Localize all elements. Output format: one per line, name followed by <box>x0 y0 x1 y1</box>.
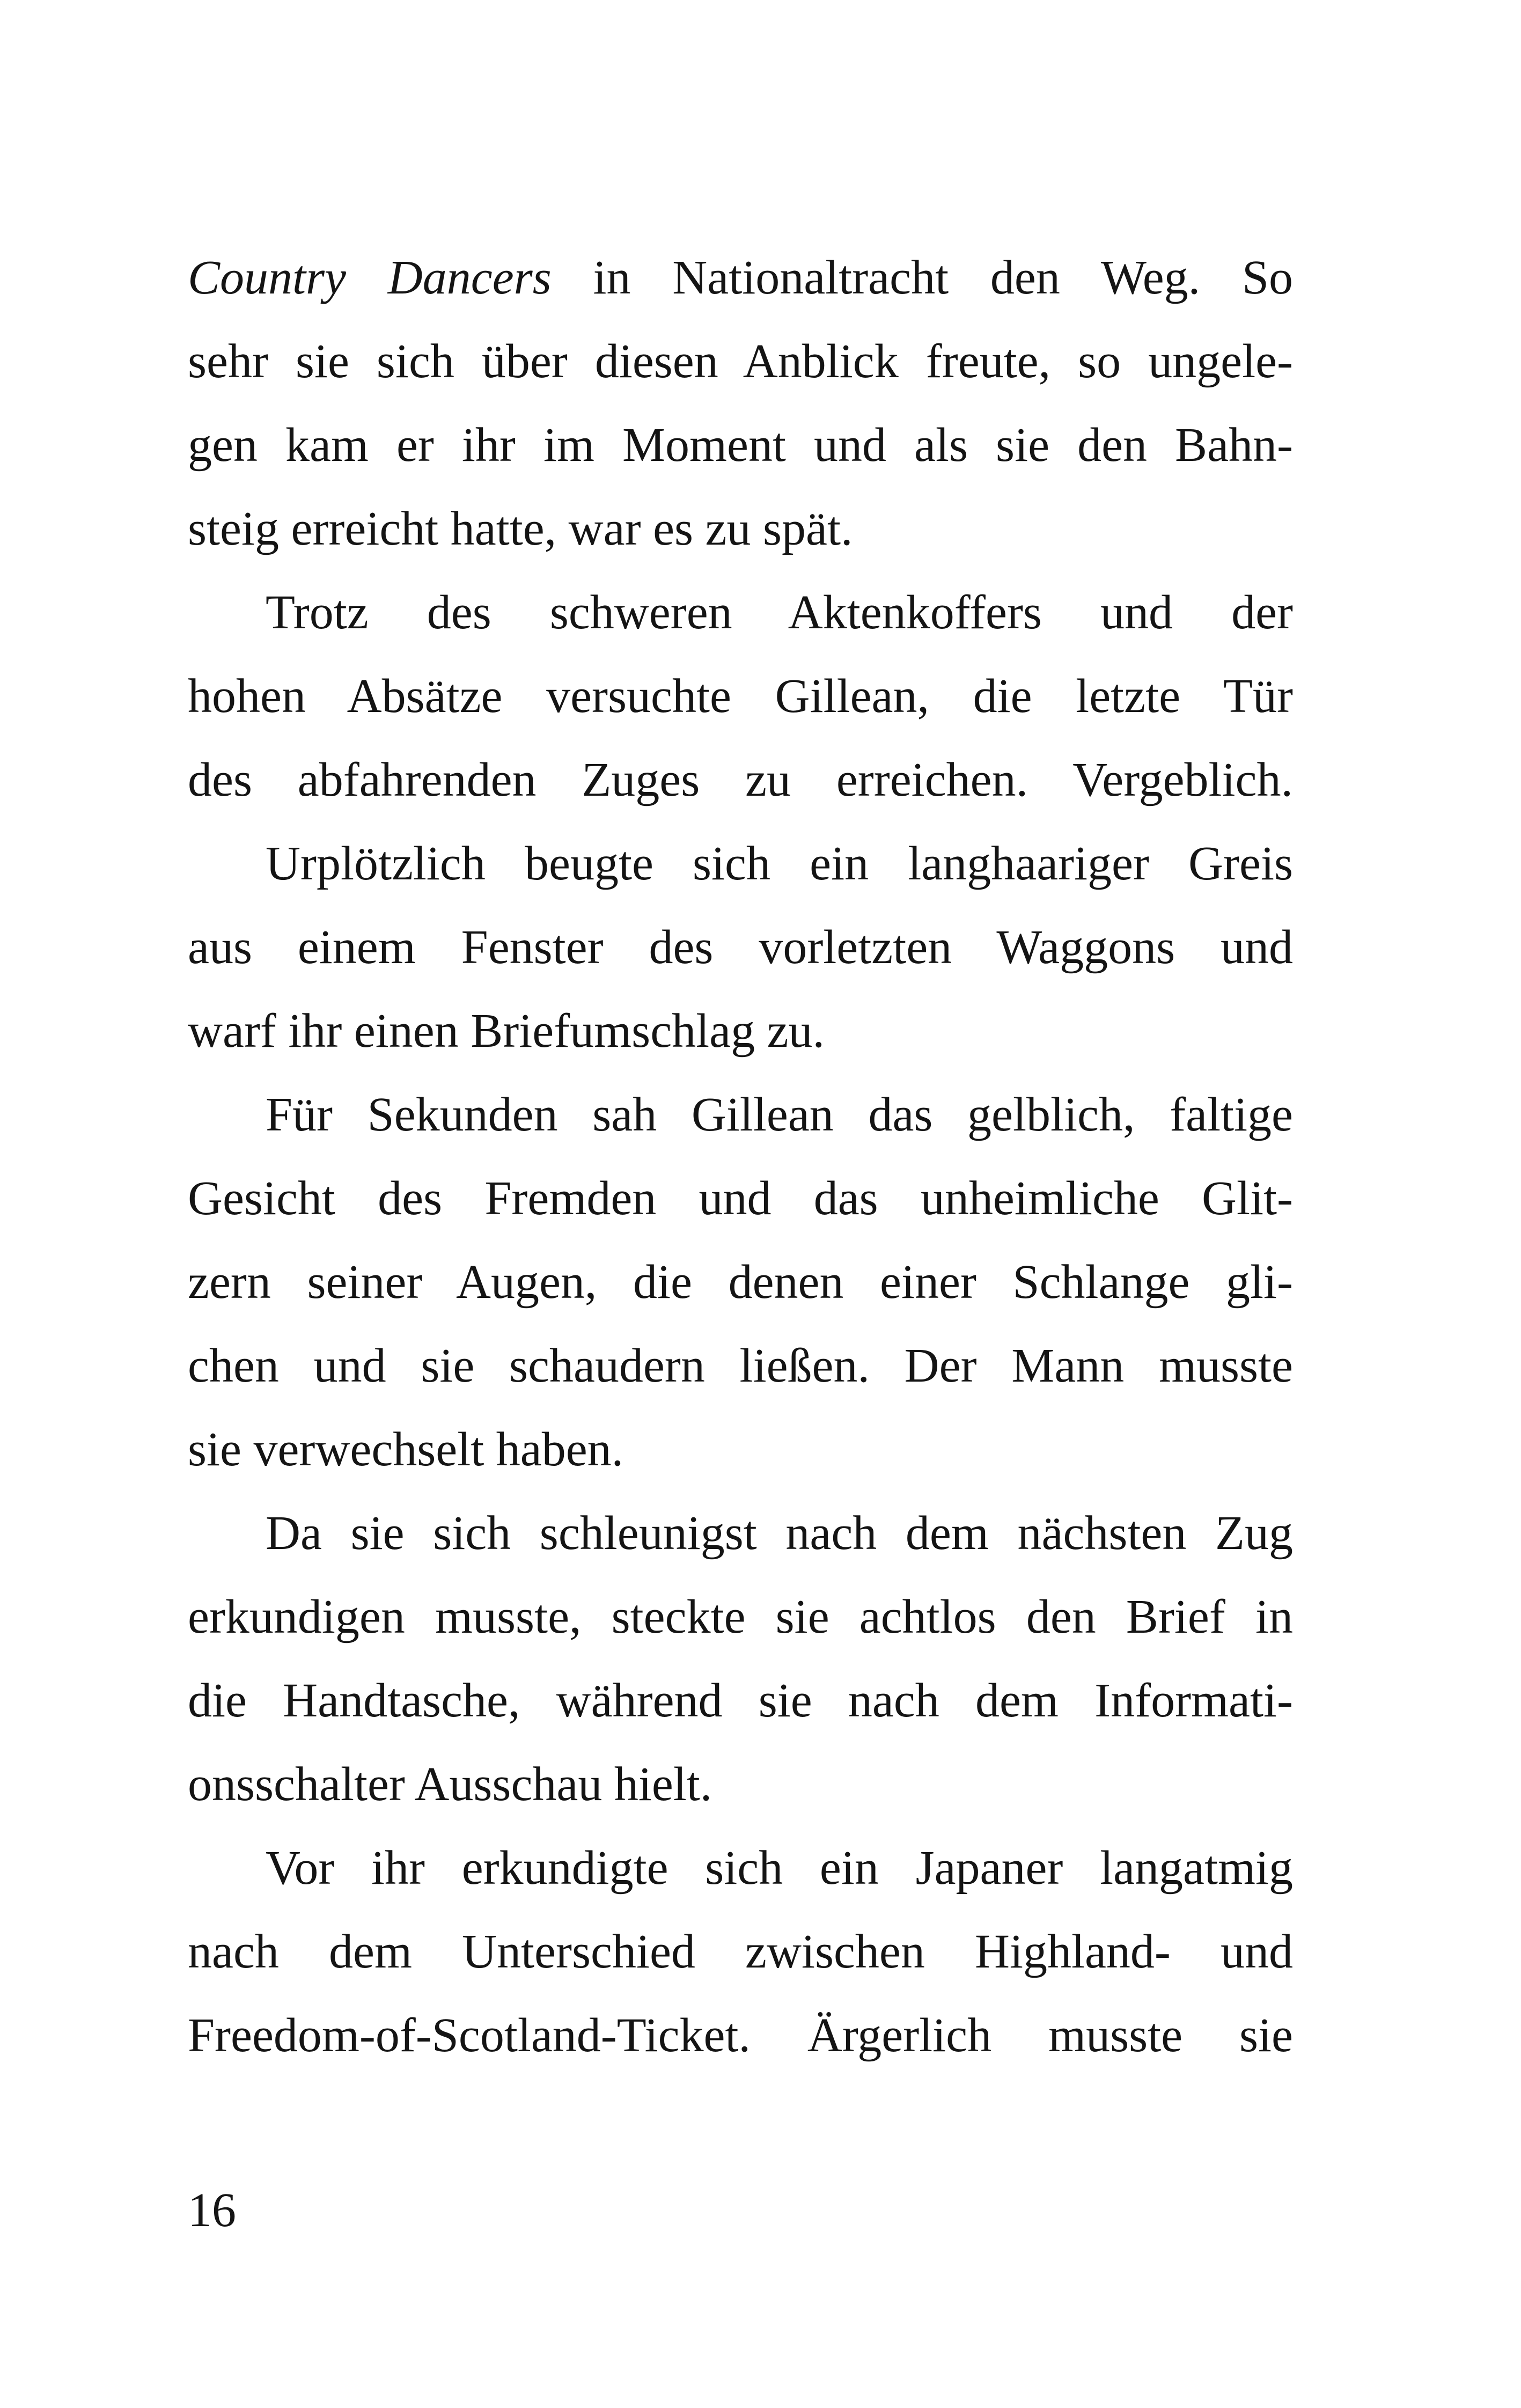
text-line: sie verwechselt haben. <box>188 1423 624 1476</box>
paragraph <box>188 822 1293 1073</box>
text-line: des abfahrenden Zuges zu erreichen. Vergeblich. <box>188 753 1293 806</box>
text-line: gen kam er ihr im Moment und als sie den Bahn- <box>188 419 1293 472</box>
text-line: nach dem Unterschied zwischen Highland- und <box>188 1925 1293 1978</box>
text-line: Urplötzlich beugte sich ein langhaariger Greis <box>266 837 1293 890</box>
text-line: Freedom-of-Scotland-Ticket. Ärgerlich musste sie <box>188 2009 1293 2062</box>
paragraph <box>188 1826 1293 2077</box>
text-line: aus einem Fenster des vorletzten Waggons und <box>188 921 1293 974</box>
text-line: chen und sie schaudern ließen. Der Mann musste <box>188 1339 1293 1392</box>
text-line: Da sie sich schleunigst nach dem nächsten Zug <box>266 1507 1293 1560</box>
body-text <box>188 236 1293 2077</box>
paragraph <box>188 1492 1293 1826</box>
text-run: in Nationaltracht den Weg. So <box>551 251 1293 304</box>
text-line: Für Sekunden sah Gillean das gelblich, faltige <box>266 1088 1293 1141</box>
paragraph <box>188 1073 1293 1492</box>
text-line: hohen Absätze versuchte Gillean, die letzte Tür <box>188 670 1293 723</box>
text-line: onsschalter Ausschau hielt. <box>188 1758 712 1811</box>
text-line: die Handtasche, während sie nach dem Informati- <box>188 1674 1293 1727</box>
text-line: steig erreicht hatte, war es zu spät. <box>188 502 853 555</box>
page-number: 16 <box>188 2184 236 2237</box>
text-line: Trotz des schweren Aktenkoffers und der <box>266 586 1293 639</box>
text-line: Gesicht des Fremden und das unheimliche Glit- <box>188 1172 1293 1225</box>
paragraph <box>188 571 1293 822</box>
text-line <box>188 236 1293 320</box>
paragraph <box>188 236 1293 571</box>
text-line: Vor ihr erkundigte sich ein Japaner langatmig <box>266 1841 1293 1895</box>
text-line: warf ihr einen Briefumschlag zu. <box>188 1004 825 1058</box>
text-line: erkundigen musste, steckte sie achtlos den Brief in <box>188 1590 1293 1643</box>
text-line: zern seiner Augen, die denen einer Schlange gli- <box>188 1256 1293 1309</box>
italic-phrase: Country Dancers <box>188 251 552 304</box>
text-line: sehr sie sich über diesen Anblick freute, so ungele- <box>188 335 1293 388</box>
